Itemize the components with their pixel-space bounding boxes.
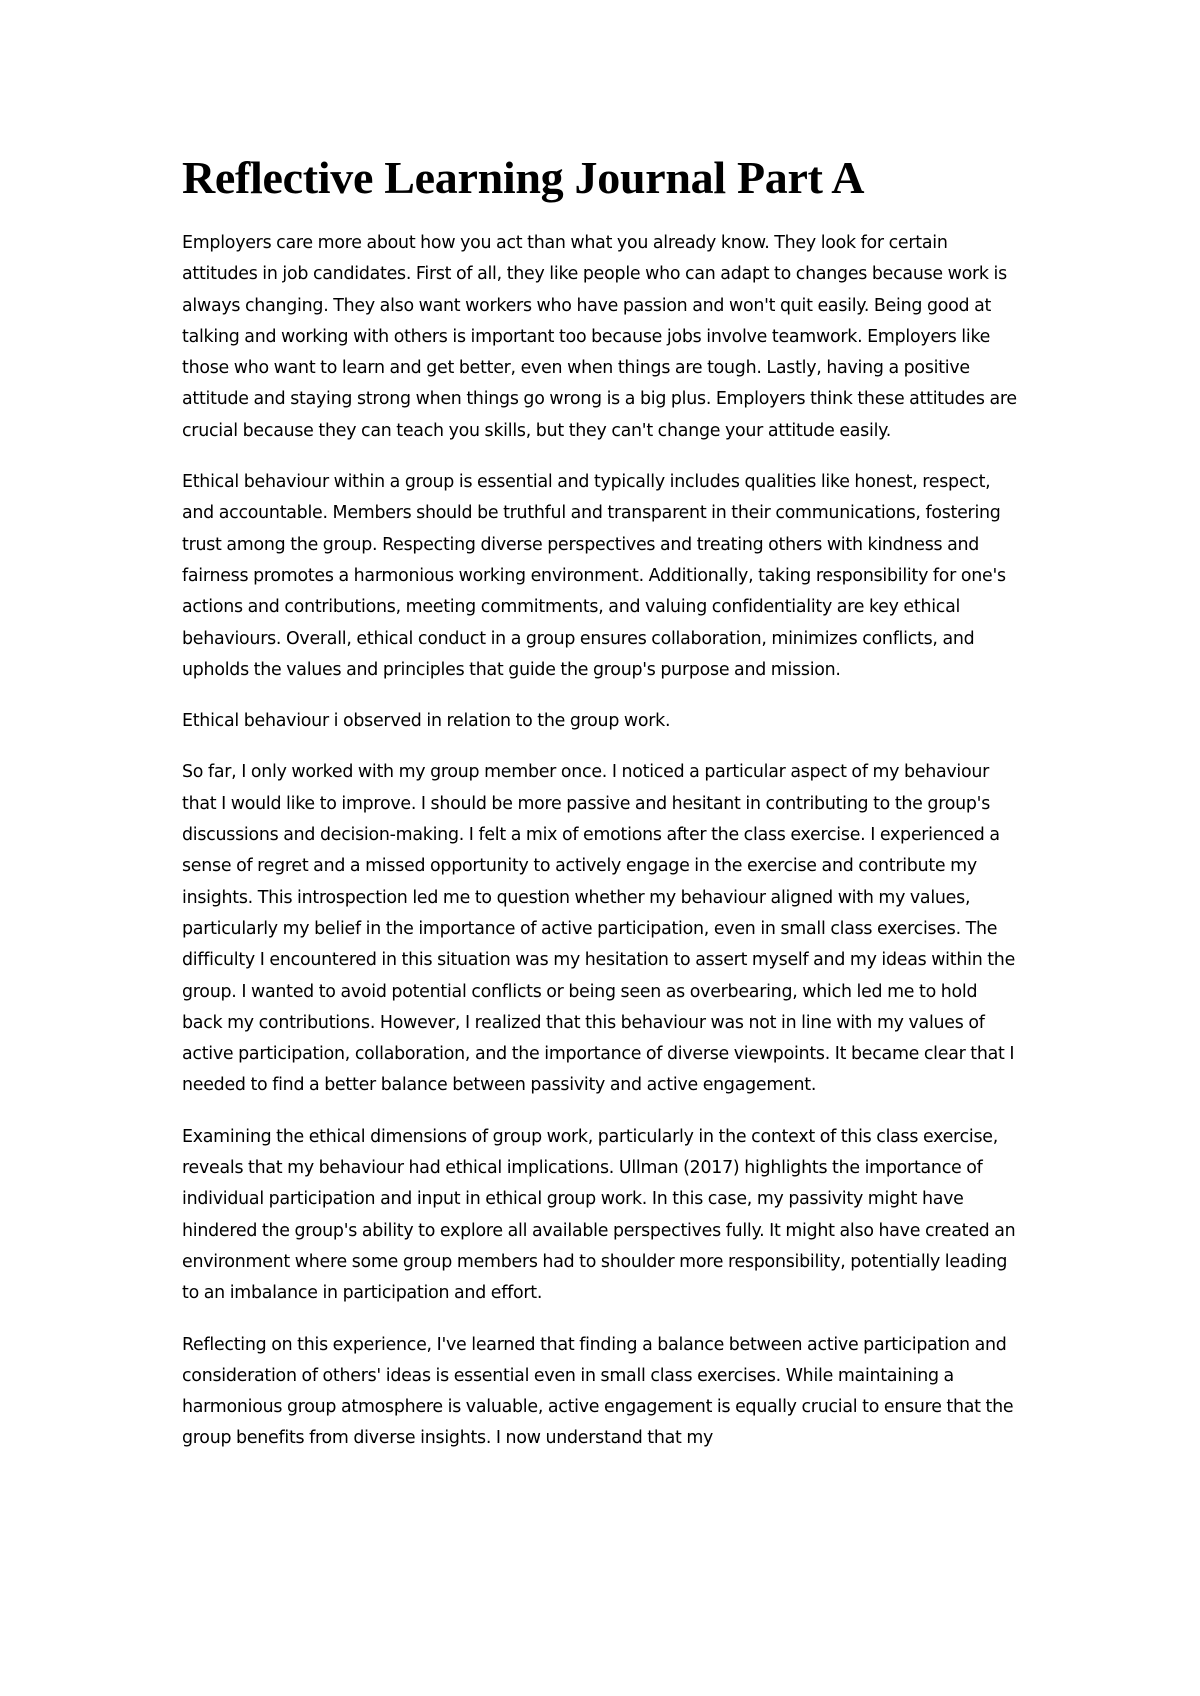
document-title: Reflective Learning Journal Part A xyxy=(182,152,865,203)
paragraph-ethical-dimensions: Examining the ethical dimensions of group work, particularly in the context of this class exercise, reveals that my behaviour had ethical implications. Ullman (2017) highlights the importance of individual participation and input in ethical group work. In this case, my passivity might have hindered the group's ability to explore all available perspectives fully. It might also have created an environment where some group members had to shoulder more responsibility, potentially leading to an imbalance in participation and effort. xyxy=(182,1126,1016,1304)
paragraph-employer-attitudes: Employers care more about how you act than what you already know. They look for certain attitudes in job candidates. First of all, they like people who can adapt to changes because work is always changing. They also want workers who have passion and won't quit easily. Being good at talking and working with others is important too because jobs involve teamwork. Employers like those who want to learn and get better, even when things are tough. Lastly, having a positive attitude and staying strong when things go wrong is a big plus. Employers think these attitudes are crucial because they can teach you skills, but they can't change your attitude easily. xyxy=(182,233,1017,441)
paragraph-group-experience: So far, I only worked with my group member once. I noticed a particular aspect of my behaviour that I would like to improve. I should be more passive and hesitant in contributing to the group's discussions and decision-making. I felt a mix of emotions after the class exercise. I experienced a sense of regret and a missed opportunity to actively engage in the exercise and contribute my insights. This introspection led me to question whether my behaviour aligned with my values, particularly my belief in the importance of active participation, even in small class exercises. The difficulty I encountered in this situation was my hesitation to assert myself and my ideas within the group. I wanted to avoid potential conflicts or being seen as overbearing, which led me to hold back my contributions. However, I realized that this behaviour was not in line with my values of active participation, collaboration, and the importance of diverse viewpoints. It became clear that I needed to find a better balance between passivity and active engagement. xyxy=(182,762,1016,1096)
paragraph-observed-heading: Ethical behaviour i observed in relation to the group work. xyxy=(182,711,671,732)
paragraph-reflection: Reflecting on this experience, I've learned that finding a balance between active participation and consideration of others' ideas is essential even in small class exercises. While maintaining a harmonious group atmosphere is valuable, active engagement is equally crucial to ensure that the group benefits from diverse insights. I now understand that my xyxy=(182,1334,1014,1449)
document-body xyxy=(182,150,1022,1475)
paragraph-ethical-behaviour: Ethical behaviour within a group is essential and typically includes qualities like honest, respect, and accountable. Members should be truthful and transparent in their communications, fostering trust among the group. Respecting diverse perspectives and treating others with kindness and fairness promotes a harmonious working environment. Additionally, taking responsibility for one's actions and contributions, meeting commitments, and valuing confidentiality are key ethical behaviours. Overall, ethical conduct in a group ensures collaboration, minimizes conflicts, and upholds the values and principles that guide the group's purpose and mission. xyxy=(182,472,1006,680)
